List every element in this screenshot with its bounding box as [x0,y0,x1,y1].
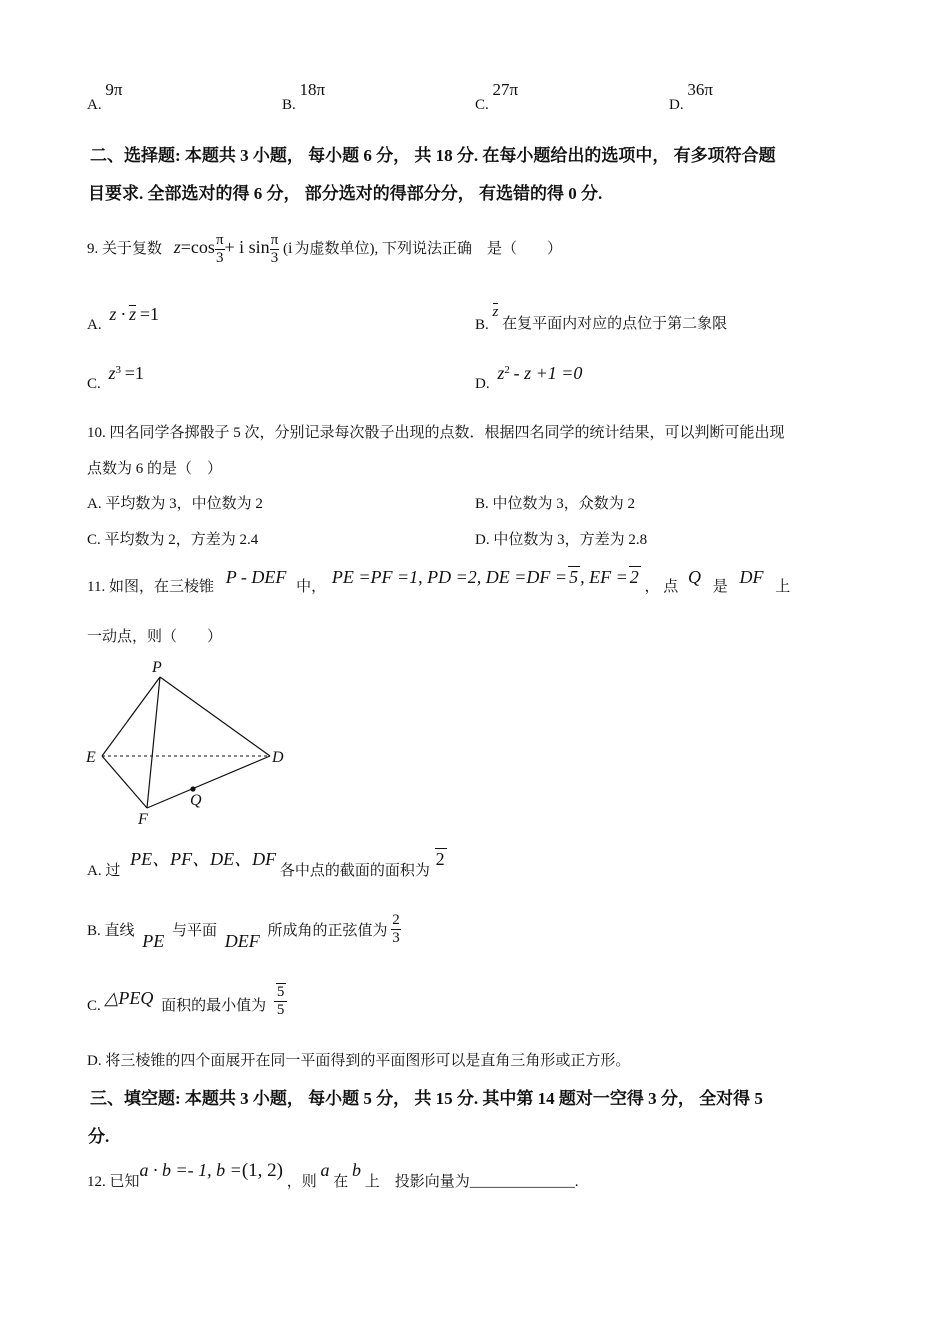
q9-option-a-zbar: z [129,304,137,324]
q12-stem [87,1160,579,1190]
q10-option-b: B. 中位数为 3，众数为 2 [475,496,636,512]
q10-option-c: C. 平均数为 2，方差为 2.4 [87,532,259,548]
q9-frac2-den: 3 [270,250,279,266]
q9-option-b-letter: B. [475,317,489,333]
q11-option-b [87,902,401,951]
q9-option-d-z: z [497,363,505,383]
tetrahedron-figure [80,650,300,830]
q9-frac1-den: 3 [215,250,224,266]
q12-a: a [320,1160,330,1180]
q9-option-d [475,363,583,392]
q9-option-c-eq: =1 [124,363,144,383]
q12-answer-blank[interactable]: ______________ [469,1174,575,1190]
q11-option-a-math: PE、PF、DE、DF [130,849,277,869]
q8-option-b-letter: B. [282,97,296,113]
q11-shi: 是 [712,579,728,595]
q9-option-c-z: z [108,363,116,383]
point-q-dot [190,786,195,791]
q8-option-a [87,80,123,114]
edge-fd [147,756,270,808]
q9-option-c-letter: C. [87,376,101,392]
q9-option-a-eq: =1 [139,304,160,324]
q9-option-c-exp: 3 [115,364,122,376]
q11-option-a-text: 各中点的截面的面积为 [279,863,430,879]
section2-heading-line2: 目要求. 全部选对的得 6 分， 部分选对的得部分分， 有选错的得 0 分. [88,184,603,203]
q9-suffix-i: i [288,239,293,257]
q10-stem-line2: 点数为 6 的是（ ） [87,461,223,477]
q8-option-d-letter: D. [669,97,684,113]
q11-sqrt2: 2 [629,567,639,587]
q11-stem-line1 [87,566,791,595]
q9-stem [87,232,562,267]
q11-shang: 上 [775,579,791,595]
q11-option-c-num [274,983,288,1002]
q11-option-a [87,845,447,879]
q8-option-d-value: 36π [687,80,713,99]
q9-frac1-num: π [215,232,224,248]
q9-fraction-1 [215,232,225,267]
q11-comma: ， [644,579,660,595]
section3-heading-line1: 三、填空题: 本题共 3 小题， 每小题 5 分， 共 15 分. 其中第 14 题对一空得 3 分， 全对得 5 [90,1089,763,1108]
q8-option-a-value: 9π [105,80,123,99]
edge-pe [102,677,160,756]
q11-tetrahedron: P - DEF [225,567,287,587]
q9-suffix-paren: ( [283,240,289,257]
q11-point-q: Q [688,567,701,587]
q11-option-b-letter: B. 直线 [87,922,135,939]
q8-option-c-value: 27π [492,80,519,99]
label-d: D [272,749,284,766]
q11-option-d: D. 将三棱锥的四个面展开在同一平面得到的平面图形可以是直角三角形或正方形。 [87,1053,631,1069]
q11-option-c-letter: C. [87,998,101,1015]
q12-mid: ，则 [286,1174,317,1190]
q9-option-b-zbar: z [492,304,499,320]
q11-condition [332,567,641,587]
q12-end: . [574,1174,579,1190]
q8-option-b-value: 18π [299,80,326,99]
q11-option-c [87,965,287,1018]
edge-ef [102,756,147,808]
q9-option-a-z: z · [109,304,126,324]
q12-b: b [352,1160,361,1180]
q9-option-d-letter: D. [475,376,490,392]
q11-option-c-fraction [274,983,288,1019]
q10-stem-line1: 10. 四名同学各掷骰子 5 次，分别记录每次骰子出现的点数．根据四名同学的统计结果，可以判断可能出现 [87,425,785,441]
q11-option-b-text1: 与平面 [172,922,218,939]
label-f: F [138,811,148,828]
q11-option-a-sqrt: 2 [435,849,445,869]
q9-option-d-exp: 2 [504,364,510,376]
q9-fraction-2 [270,232,280,267]
label-q: Q [190,792,202,809]
q9-option-d-rest: - z +1 =0 [513,363,583,383]
label-p: P [152,659,162,676]
q11-option-c-num-sqrt: 5 [276,984,285,1000]
q11-option-b-num: 2 [392,912,400,928]
q9-formula-cos: =cos [180,236,215,257]
q9-frac2-num: π [270,232,279,248]
q9-option-c [87,363,144,392]
q12-zai: 在 [333,1174,349,1190]
q11-option-b-pe: PE [142,930,165,951]
q11-condition-a: PE =PF =1, PD =2, DE =DF = [331,567,568,587]
q9-formula-plus: + i sin [224,236,270,257]
q11-prefix: 11. 如图，在三棱锥 [87,579,214,595]
q8-option-b [282,80,326,114]
edge-pf [147,677,160,808]
q11-option-c-text: 面积的最小值为 [161,998,267,1015]
q11-option-c-math: △PEQ [104,988,154,1009]
q11-option-b-def: DEF [224,930,260,951]
q12-shang: 上 投影向量为 [364,1174,470,1190]
q11-sqrt5: 5 [569,567,579,587]
q12-prefix: 12. 已知 [87,1174,140,1190]
edge-pd [160,677,270,756]
q11-condition-b: , EF = [580,567,628,587]
q12-formula-vec: (1, 2) [241,1160,283,1181]
q8-option-c [475,80,519,114]
q10-option-a: A. 平均数为 3，中位数为 2 [87,496,263,512]
q11-segment-df: DF [739,567,764,587]
q11-option-c-den: 5 [276,1002,285,1018]
q8-option-d [669,80,713,114]
q9-option-a-letter: A. [87,317,102,333]
q11-zhong: 中， [296,579,327,595]
q11-stem-line2: 一动点，则（ ） [87,629,223,645]
q11-dian: 点 [663,579,679,595]
q9-suffix: 为虚数单位), 下列说法正确 是（ ） [294,240,562,257]
q11-option-b-fraction [391,912,401,947]
q9-option-b-text: 在复平面内对应的点位于第二象限 [502,316,728,332]
q11-option-b-text2: 所成角的正弦值为 [267,922,388,939]
label-e: E [86,749,96,766]
q11-option-a-letter: A. 过 [87,863,121,879]
section2-heading-line1: 二、选择题: 本题共 3 小题， 每小题 6 分， 共 18 分. 在每小题给出的选项中， 有多项符合题 [90,146,776,165]
q9-prefix: 9. 关于复数 [87,240,163,257]
q8-option-c-letter: C. [475,97,489,113]
q12-formula-a: a · b =- 1, b = [139,1160,242,1180]
q9-formula-z: z [173,236,181,257]
q9-option-b [475,304,728,333]
q11-option-b-den: 3 [392,930,400,946]
section3-heading-line2: 分. [88,1127,110,1146]
q8-option-a-letter: A. [87,97,102,113]
q10-option-d: D. 中位数为 3，方差为 2.8 [475,532,648,548]
q9-option-a [87,304,160,333]
